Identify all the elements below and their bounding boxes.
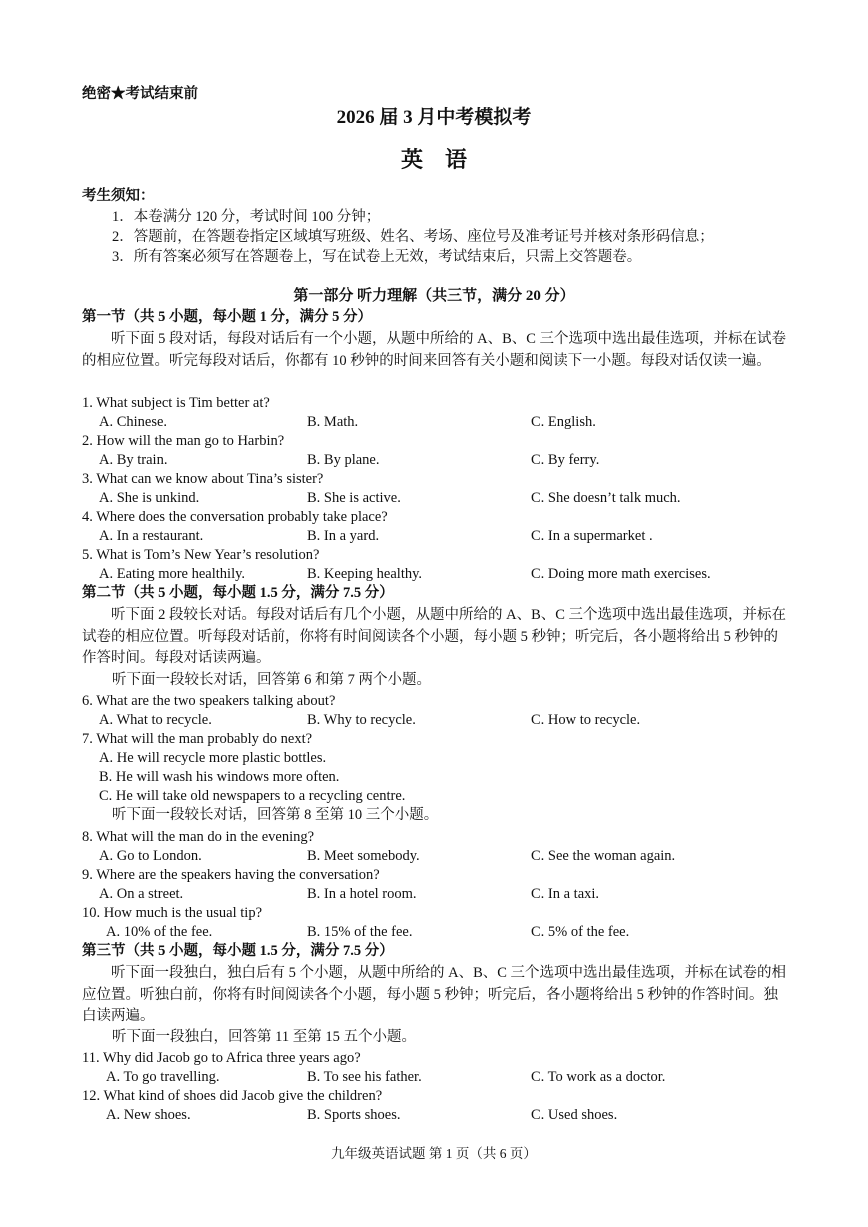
option-b: B. 15% of the fee. [307,924,413,940]
option-c: C. By ferry. [531,452,600,468]
option-b: B. By plane. [307,452,380,468]
section3-heading: 第三节（共 5 小题，每小题 1.5 分，满分 7.5 分） [82,943,394,959]
option-a: A. 10% of the fee. [106,924,213,940]
option-b: B. He will wash his windows more often. [99,769,340,785]
option-a: A. He will recycle more plastic bottles. [99,750,327,766]
option-c: C. Used shoes. [531,1107,618,1123]
question-12: 12. What kind of shoes did Jacob give the children? [82,1088,383,1104]
section1-instructions: 听下面 5 段对话，每段对话后有一个小题，从题中所给的 A、B、C 三个选项中选出最佳选项，并标在试卷的相应位置。听完每段对话后，你都有 10 秒钟的时间来回答有关小题和阅读下一小题。每段对话仅读一遍。 [82,331,787,369]
option-b: B. In a hotel room. [307,886,417,902]
option-a: A. What to recycle. [99,712,212,728]
monologue-intro: 听下面一段独白，回答第 11 至第 15 五个小题。 [112,1029,416,1045]
section1-heading: 第一节（共 5 小题，每小题 1 分，满分 5 分） [82,309,372,325]
subject-title: 英 语 [400,147,467,172]
option-a: A. To go travelling. [106,1069,220,1085]
option-c: C. In a supermarket . [531,528,653,544]
notice-heading: 考生须知： [82,188,155,204]
notice-item: 3．所有答案必须写在答题卷上，写在试卷上无效，考试结束后，只需上交答题卷。 [112,249,642,265]
question-4: 4. Where does the conversation probably take place? [82,509,388,525]
notice-item: 1．本卷满分 120 分，考试时间 100 分钟； [112,209,381,225]
page-footer: 九年级英语试题 第 1 页（共 6 页） [331,1146,537,1161]
option-a: A. New shoes. [106,1107,191,1123]
option-c: C. He will take old newspapers to a recycling centre. [99,788,406,804]
question-3: 3. What can we know about Tina’s sister? [82,471,324,487]
question-5: 5. What is Tom’s New Year’s resolution? [82,547,320,563]
option-b: B. Why to recycle. [307,712,416,728]
option-b: B. Keeping healthy. [307,566,423,582]
option-c: C. To work as a doctor. [531,1069,666,1085]
option-c: C. How to recycle. [531,712,641,728]
option-b: B. In a yard. [307,528,380,544]
option-b: B. Sports shoes. [307,1107,401,1123]
question-7: 7. What will the man probably do next? [82,731,313,747]
option-a: A. By train. [99,452,168,468]
question-10: 10. How much is the usual tip? [82,905,263,921]
question-11: 11. Why did Jacob go to Africa three years ago? [82,1050,361,1066]
option-c: C. In a taxi. [531,886,600,902]
option-b: B. She is active. [307,490,401,506]
question-1: 1. What subject is Tim better at? [82,395,270,411]
option-a: A. On a street. [99,886,184,902]
question-2: 2. How will the man go to Harbin? [82,433,285,449]
question-8: 8. What will the man do in the evening? [82,829,315,845]
option-b: B. Math. [307,414,359,430]
option-b: B. Meet somebody. [307,848,420,864]
option-a: A. Eating more healthily. [99,566,246,582]
option-a: A. She is unkind. [99,490,200,506]
option-b: B. To see his father. [307,1069,422,1085]
question-9: 9. Where are the speakers having the conversation? [82,867,380,883]
option-a: A. In a restaurant. [99,528,204,544]
option-c: C. She doesn’t talk much. [531,490,681,506]
question-6: 6. What are the two speakers talking about? [82,693,336,709]
section3-instructions: 听下面一段独白，独白后有 5 个小题，从题中所给的 A、B、C 三个选项中选出最佳选项，并标在试卷的相应位置。听独白前，你将有时间阅读各个小题，每小题 5 秒钟；听完后，各小题将给出 5 秒钟的作答时间。独白读两遍。 [82,965,787,1024]
section2-instructions: 听下面 2 段较长对话。每段对话后有几个小题，从题中所给的 A、B、C 三个选项中选出最佳选项，并标在试卷的相应位置。听每段对话前，你将有时间阅读各个小题，每小题 5 秒钟；听完后，各小题将给出 5 秒钟的作答时间。每段对话读两遍。 [82,607,787,666]
section2-heading: 第二节（共 5 小题，每小题 1.5 分，满分 7.5 分） [82,585,394,601]
option-c: C. See the woman again. [531,848,676,864]
option-a: A. Go to London. [99,848,202,864]
option-a: A. Chinese. [99,414,168,430]
exam-title: 2026 届 3 月中考模拟考 [336,107,532,128]
dialogue2-intro: 听下面一段较长对话，回答第 8 至第 10 三个小题。 [112,807,439,823]
option-c: C. English. [531,414,596,430]
dialogue1-intro: 听下面一段较长对话，回答第 6 和第 7 两个小题。 [112,672,431,688]
part1-title: 第一部分 听力理解（共三节，满分 20 分） [293,288,575,304]
notice-item: 2．答题前，在答题卷指定区域填写班级、姓名、考场、座位号及准考证号并核对条形码信息； [112,229,714,245]
option-c: C. Doing more math exercises. [531,566,711,582]
option-c: C. 5% of the fee. [531,924,630,940]
confidential-label: 绝密★考试结束前 [82,86,198,102]
